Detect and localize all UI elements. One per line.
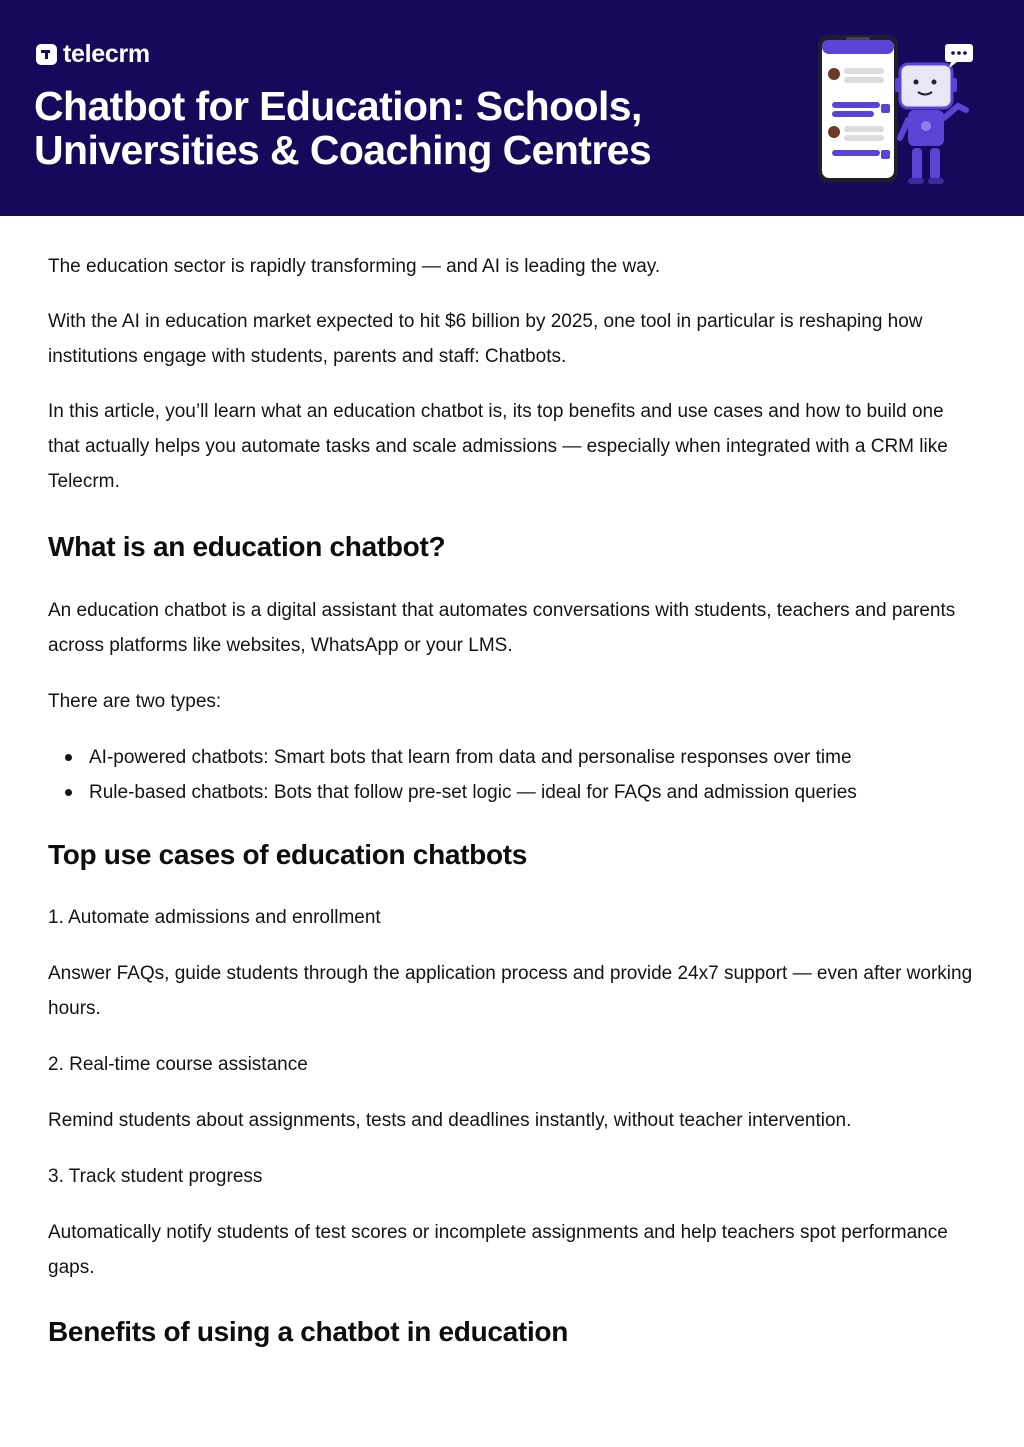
page-title: [34, 84, 714, 172]
list-item: Rule-based chatbots: Bots that follow pre-set logic — ideal for FAQs and admission queries: [48, 775, 976, 810]
use-case-body: Answer FAQs, guide students through the application process and provide 24x7 support — even after working hours.: [48, 963, 973, 1019]
intro-paragraph-1: The education sector is rapidly transforming — and AI is leading the way.: [48, 256, 661, 277]
section-heading-what-is: What is an education chatbot?: [48, 531, 446, 562]
use-case-title: 1. Automate admissions and enrollment: [48, 907, 381, 928]
robot-icon: [895, 64, 966, 184]
section-heading-use-cases: Top use cases of education chatbots: [48, 839, 528, 870]
use-case-body: Remind students about assignments, tests and deadlines instantly, without teacher intervention.: [48, 1110, 852, 1131]
section-heading-benefits: Benefits of using a chatbot in education: [48, 1316, 569, 1347]
brand-name: telecrm: [63, 40, 150, 68]
intro-paragraph-3: In this article, you’ll learn what an education chatbot is, its top benefits and use cases and how to build one that actually helps you automate tasks and scale admissions — especially when integrated with a CRM like Telecrm.: [48, 401, 948, 492]
intro-paragraph-2: With the AI in education market expected to hit $6 billion by 2025, one tool in particular is reshaping how institutions engage with students, parents and staff: Chatbots.: [48, 311, 923, 367]
list-item: AI-powered chatbots: Smart bots that learn from data and personalise responses over time: [48, 740, 976, 775]
phone-icon: [818, 35, 898, 183]
chatbot-illustration: [808, 30, 983, 190]
article-body: [0, 249, 1024, 1350]
page-title-line-2: Universities & Coaching Centres: [34, 127, 652, 173]
use-case-title: 3. Track student progress: [48, 1166, 263, 1187]
telecrm-logo-icon: [36, 44, 57, 65]
use-case-body: Automatically notify students of test scores or incomplete assignments and help teachers spot performance gaps.: [48, 1222, 948, 1278]
page-title-line-1: Chatbot for Education: Schools,: [34, 83, 642, 129]
types-list: [48, 740, 976, 810]
brand[interactable]: [36, 40, 150, 69]
use-case-title: 2. Real-time course assistance: [48, 1054, 308, 1075]
what-is-paragraph: An education chatbot is a digital assistant that automates conversations with students, teachers and parents across platforms like websites, WhatsApp or your LMS.: [48, 600, 956, 656]
types-intro: There are two types:: [48, 691, 222, 712]
page-header: [0, 0, 1024, 216]
